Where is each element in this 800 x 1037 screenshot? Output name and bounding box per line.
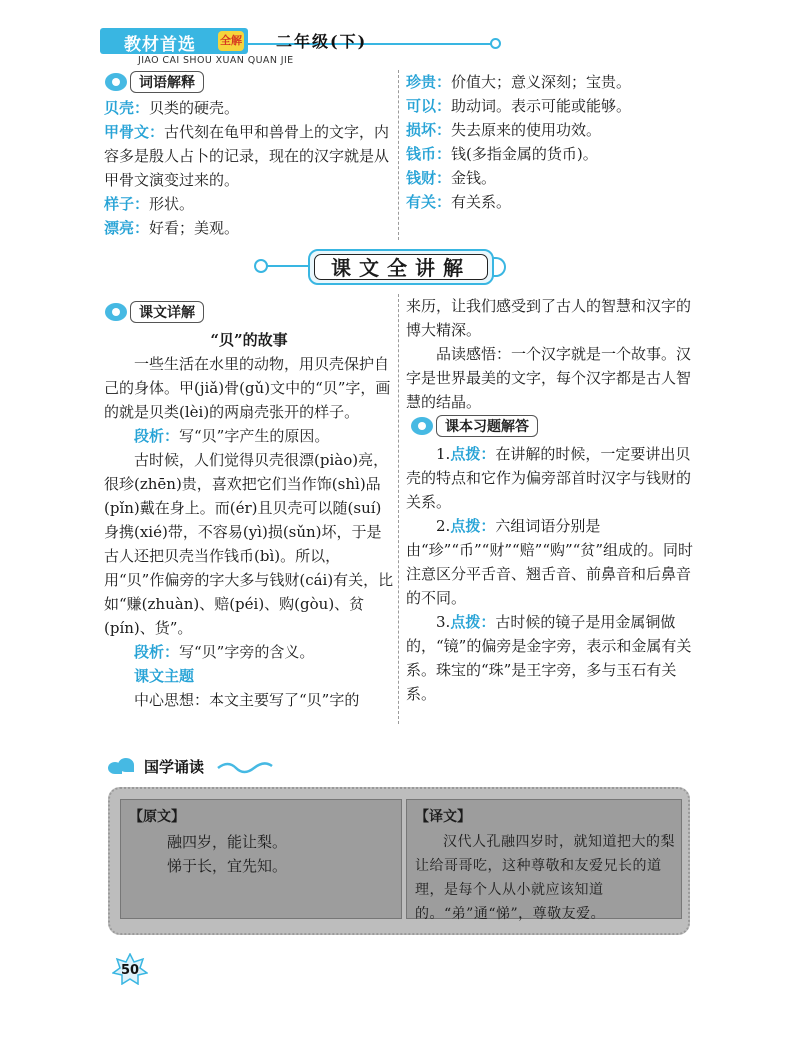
exercises-section-tag: [410, 414, 538, 438]
exercise-number: 1.: [436, 445, 451, 463]
vocab-item: 可以：助动词。表示可能或能够。: [406, 97, 632, 115]
vocab-term: 可以: [406, 97, 437, 115]
vocab-item: 珍贵：价值大；意义深刻；宝贵。: [406, 73, 632, 91]
header-rule-dot: [490, 38, 501, 49]
exercise-number: 2.: [436, 517, 451, 535]
vocab-term: 贝壳: [104, 99, 135, 117]
banner-tail: [492, 257, 506, 277]
vocab-section-tag: [104, 70, 204, 94]
translation-box: [406, 799, 682, 922]
paragraph-note: [104, 640, 394, 664]
original-head: 【原文】: [129, 809, 185, 825]
vocab-def: 贝类的硬壳。: [149, 99, 240, 117]
note-text: 写“贝”字产生的原因。: [179, 427, 330, 445]
lesson-text-right: [406, 294, 696, 414]
vocab-list-right: [406, 70, 696, 214]
exercise-text: 古时候的镜子是用金属铜做的，“镜”的偏旁是金字旁，表示和金属有关系。珠宝的“珠”是王字旁，多与玉石有关系。: [406, 613, 692, 703]
brand-pinyin: JIAO CAI SHOU XUAN QUAN JIE: [138, 55, 294, 66]
theme-text: 中心思想：本文主要写了“贝”字的: [134, 691, 360, 709]
exercise-text: 在讲解的时候，一定要讲出贝壳的特点和它作为偏旁部首时汉字与钱财的关系。: [406, 445, 692, 511]
page-header: [100, 28, 420, 70]
note-label: 段析：: [134, 643, 180, 661]
translation-head: 【译文】: [415, 809, 471, 825]
page-number: 50: [120, 963, 140, 978]
classics-panel: [108, 787, 690, 935]
exercise-label: 点拨：: [450, 613, 496, 631]
theme-continuation: 来历，让我们感受到了古人的智慧和汉字的博大精深。: [406, 297, 692, 339]
vocab-item: 钱币：钱(多指金属的货币)。: [406, 145, 598, 163]
vocab-term: 甲骨文: [104, 123, 150, 141]
vocab-item: 贝壳：贝类的硬壳。: [104, 99, 240, 117]
exercises-title: 课本习题解答: [436, 415, 538, 437]
story-title: “贝”的故事: [210, 331, 288, 349]
vocab-def: 助动词。表示可能或能够。: [451, 97, 632, 115]
vocab-term: 珍贵: [406, 73, 437, 91]
exercise-number: 3.: [436, 613, 451, 631]
original-lines: [167, 830, 287, 878]
exercise-answers: [406, 442, 696, 706]
classics-section-tag: [108, 755, 276, 779]
vocab-term: 损坏: [406, 121, 437, 139]
exercise-label: 点拨：: [450, 445, 496, 463]
vocab-term: 漂亮: [104, 219, 135, 237]
swirl-ornament-icon: [216, 760, 276, 774]
banner-frame: [308, 249, 494, 285]
column-divider: [398, 70, 399, 240]
vocab-term: 钱财: [406, 169, 437, 187]
vocab-term: 钱币: [406, 145, 437, 163]
lesson-title: 课文详解: [130, 301, 204, 323]
vocab-item: 甲骨文：古代刻在龟甲和兽骨上的文字，内容多是殷人占卜的记录，现在的汉字就是从甲骨文演变过来的。: [104, 123, 390, 189]
exercise-item: [406, 442, 696, 514]
lesson-paragraph: 一些生活在水里的动物，用贝壳保护自己的身体。甲(jiǎ)骨(gǔ)文中的“贝”字，画的就是贝类(lèi)的两扇壳张开的样子。: [104, 355, 391, 421]
vocab-def: 有关系。: [451, 193, 512, 211]
original-line: 融四岁，能让梨。: [167, 833, 288, 851]
pencil-icon: [410, 414, 436, 438]
vocab-def: 钱(多指金属的货币)。: [451, 145, 598, 163]
book-icon: [104, 70, 130, 94]
vocab-def: 金钱。: [451, 169, 497, 187]
brand-badge: 全解: [218, 31, 244, 51]
brand-title: 教材首选: [124, 35, 196, 55]
vocab-def: 价值大；意义深刻；宝贵。: [451, 73, 632, 91]
vocab-def: 失去原来的使用功效。: [451, 121, 602, 139]
lesson-section-tag: [104, 300, 204, 324]
vocab-term: 有关: [406, 193, 437, 211]
chapter-banner: [256, 247, 516, 287]
exercise-item: [406, 514, 696, 610]
reflection-text: 品读感悟：一个汉字就是一个故事。汉字是世界最美的文字，每个汉字都是古人智慧的结晶。: [406, 345, 692, 411]
vocab-item: 漂亮：好看；美观。: [104, 219, 240, 237]
vocab-term: 样子: [104, 195, 135, 213]
note-label: 段析：: [134, 427, 180, 445]
translation-text: 汉代人孔融四岁时，就知道把大的梨让给哥哥吃，这种尊敬和友爱兄长的道理，是每个人从小就应该知道的。“弟”通“悌”，尊敬友爱。: [415, 834, 675, 922]
note-text: 写“贝”字旁的含义。: [179, 643, 315, 661]
vocab-def: 古代刻在龟甲和兽骨上的文字，内容多是殷人占卜的记录，现在的汉字就是从甲骨文演变过来的。: [104, 123, 390, 189]
paragraph-note: [104, 424, 394, 448]
vocab-def: 形状。: [149, 195, 195, 213]
exercise-text: 六组词语分别是由“珍”“币”“财”“赔”“购”“贫”组成的。同时注意区分平舌音、翘舌音、前鼻音和后鼻音的不同。: [406, 517, 694, 607]
banner-knot: [254, 259, 268, 273]
page-number-badge: [112, 953, 148, 985]
book-icon: [104, 300, 130, 324]
original-text-box: [120, 799, 402, 919]
vocab-item: 损坏：失去原来的使用功效。: [406, 121, 602, 139]
cloud-icon: [108, 758, 136, 776]
column-divider: [398, 294, 399, 724]
classics-title: 国学诵读: [144, 758, 205, 776]
vocab-item: 钱财：金钱。: [406, 169, 497, 187]
grade-label: 二年级(下): [276, 32, 368, 51]
exercise-item: [406, 610, 696, 706]
vocab-def: 好看；美观。: [149, 219, 240, 237]
lesson-paragraph: 古时候，人们觉得贝壳很漂(piào)亮，很珍(zhēn)贵，喜欢把它们当作饰(shì)品(pǐn)戴在身上。而(ér)且贝壳可以随(suí)身携(xié)带，不容易(yì)损(sǔn)坏，于是古人还把贝壳当作钱币(bì)。所以，用“贝”作偏旁的字大多与钱财(cái)有关，比如“赚(zhuàn)、赔(péi)、购(gòu)、贫(pín)、货”。: [104, 451, 394, 637]
vocab-item: 样子：形状。: [104, 195, 195, 213]
vocab-title: 词语解释: [130, 71, 204, 93]
original-line: 悌于长，宜先知。: [167, 857, 288, 875]
theme-title: 课文主题: [134, 667, 195, 685]
chapter-title: 课文全讲解: [314, 254, 488, 280]
exercise-label: 点拨：: [450, 517, 496, 535]
vocab-list-left: [104, 96, 392, 240]
lesson-text-left: [104, 328, 394, 712]
vocab-item: 有关：有关系。: [406, 193, 512, 211]
